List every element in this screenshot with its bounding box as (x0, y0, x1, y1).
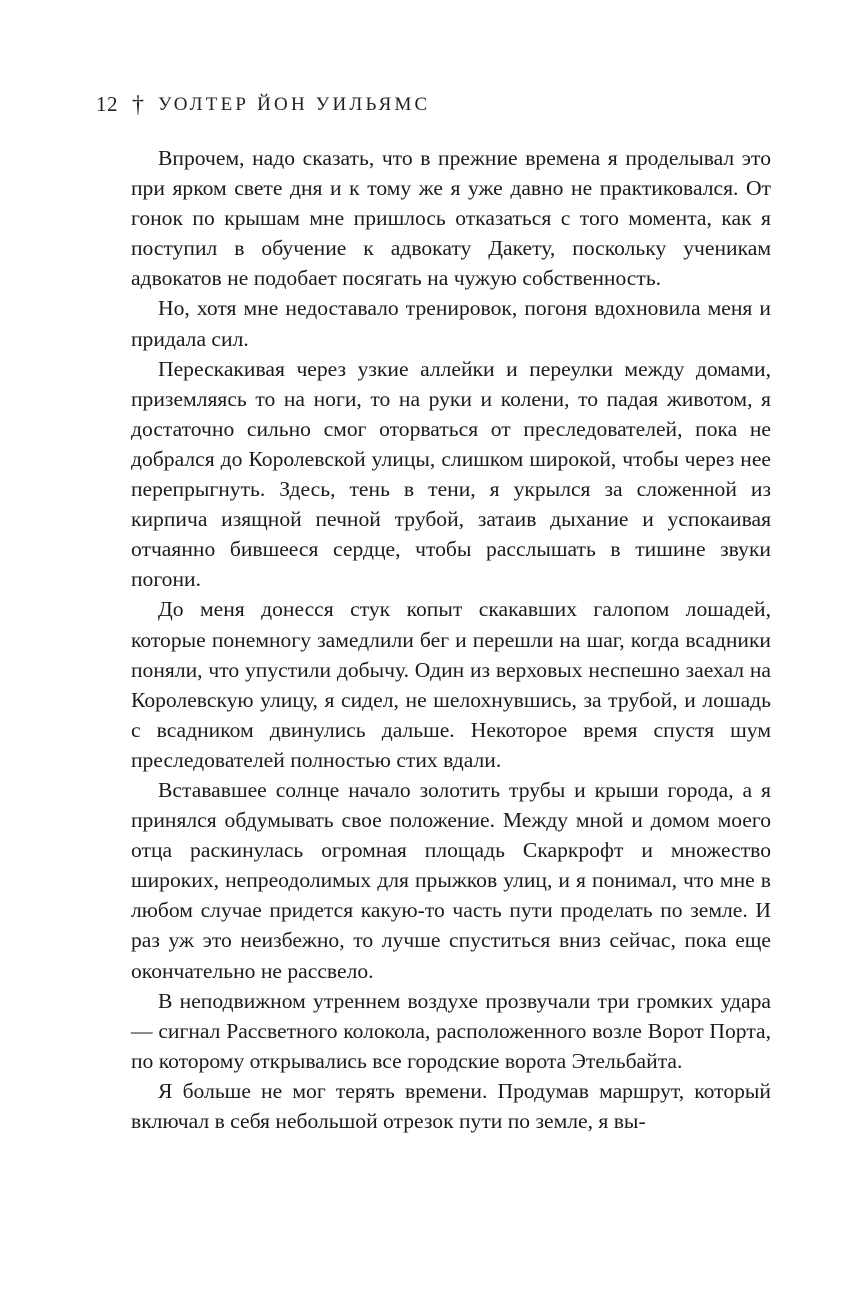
author-name: УОЛТЕР ЙОН УИЛЬЯМС (158, 93, 431, 115)
paragraph: В неподвижном утреннем воздухе прозвучали три громких удара — сигнал Рассветного колокола, расположенного возле Ворот Порта, по которому открывались все городские ворота Этельбайта. (131, 988, 771, 1073)
page-number: 12 (96, 92, 118, 116)
dagger-separator-icon: † (132, 91, 144, 118)
paragraph: Перескакивая через узкие аллейки и переулки между домами, приземляясь то на ноги, то на руки и колени, то падая животом, я достаточно сильно смог оторваться от преследователей, пока не добрался до Королевской улицы, слишком широкой, чтобы через нее перепрыгнуть. Здесь, тень в тени, я укрылся за сложенной из кирпича изящной печной трубой, затаив дыхание и успокаивая отчаянно бившееся сердце, чтобы расслышать в тишине звуки погони. (131, 356, 771, 592)
running-header (96, 92, 430, 117)
paragraph: Я больше не мог терять времени. Продумав маршрут, который включал в себя небольшой отрезок пути по земле, я вы- (131, 1078, 771, 1133)
paragraph: Впрочем, надо сказать, что в прежние времена я проделывал это при ярком свете дня и к тому же я уже давно не практиковался. От гонок по крышам мне пришлось отказаться с того момента, как я поступил в обучение к адвокату Дакету, поскольку ученикам адвокатов не подобает посягать на чужую собственность. (131, 146, 771, 291)
paragraph: Но, хотя мне недоставало тренировок, погоня вдохновила меня и придала сил. (131, 296, 771, 351)
paragraph: До меня донесся стук копыт скакавших галопом лошадей, которые понемногу замедлили бег и перешли на шаг, когда всадники поняли, что упустили добычу. Один из верховых неспешно заехал на Королевскую улицу, я сидел, не шелохнувшись, за трубой, и лошадь с всадником двинулись дальше. Некоторое время спустя шум преследователей полностью стих вдали. (131, 597, 771, 772)
body-text (131, 143, 771, 1136)
paragraph: Встававшее солнце начало золотить трубы и крыши города, а я принялся обдумывать свое положение. Между мной и домом моего отца раскинулась огромная площадь Скаркрофт и множество широких, непреодолимых для прыжков улиц, и я понимал, что мне в любом случае придется какую-то часть пути проделать по земле. И раз уж это неизбежно, то лучше спуститься вниз сейчас, пока еще окончательно не рассвело. (131, 777, 771, 983)
